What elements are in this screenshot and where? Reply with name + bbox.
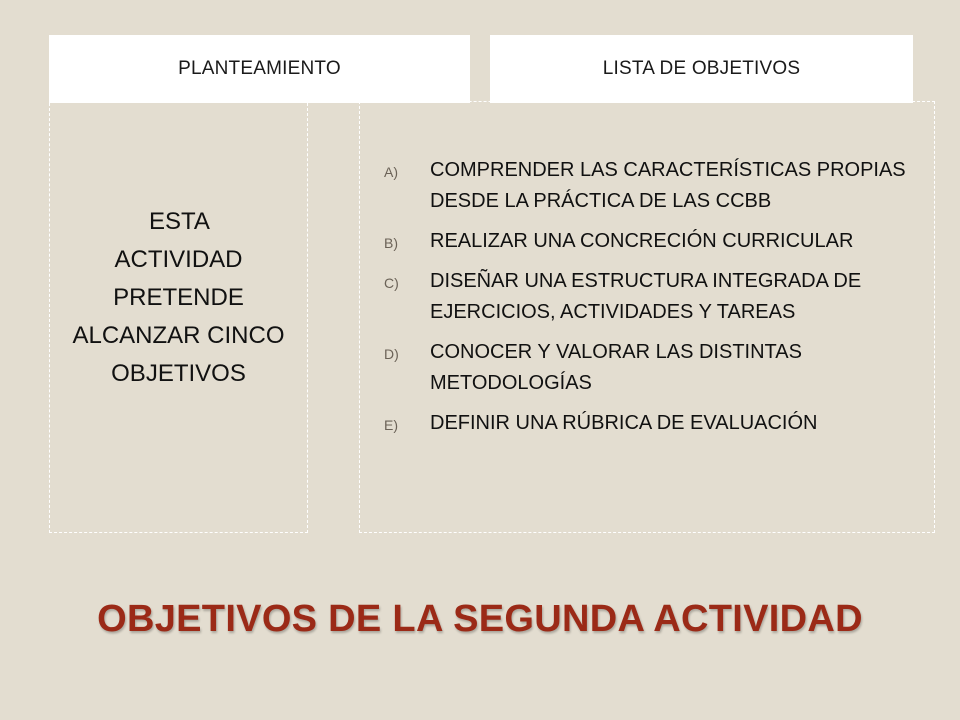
list-item — [378, 337, 938, 399]
list-item-text: COMPRENDER LAS CARACTERÍSTICAS PROPIAS DESDE LA PRÁCTICA DE LAS CCBB — [430, 159, 906, 212]
list-item — [378, 266, 938, 328]
list-item-letter: C) — [384, 275, 399, 291]
intro-first-word: ESTA — [149, 208, 210, 235]
tab-lista-de-objetivos: LISTA DE OBJETIVOS — [490, 35, 913, 103]
list-item-letter: E) — [384, 417, 398, 433]
list-item — [378, 408, 938, 439]
list-item-text: CONOCER Y VALORAR LAS DISTINTAS METODOLOGÍAS — [430, 341, 802, 394]
list-item-text: REALIZAR UNA CONCRECIÓN CURRICULAR — [430, 230, 854, 252]
list-item-letter: B) — [384, 235, 398, 251]
intro-rest: ACTIVIDAD PRETENDE ALCANZAR CINCO OBJETIVOS — [72, 246, 285, 387]
tab-planteamiento: PLANTEAMIENTO — [49, 35, 470, 103]
list-item-letter: A) — [384, 164, 398, 180]
intro-text — [49, 203, 308, 393]
list-item — [378, 155, 938, 217]
list-item-letter: D) — [384, 346, 399, 362]
slide-title: OBJETIVOS DE LA SEGUNDA ACTIVIDAD — [97, 598, 863, 640]
objectives-list — [378, 155, 938, 448]
list-item-text: DISEÑAR UNA ESTRUCTURA INTEGRADA DE EJERCICIOS, ACTIVIDADES Y TAREAS — [430, 270, 862, 323]
list-item — [378, 226, 938, 257]
list-item-text: DEFINIR UNA RÚBRICA DE EVALUACIÓN — [430, 412, 818, 434]
